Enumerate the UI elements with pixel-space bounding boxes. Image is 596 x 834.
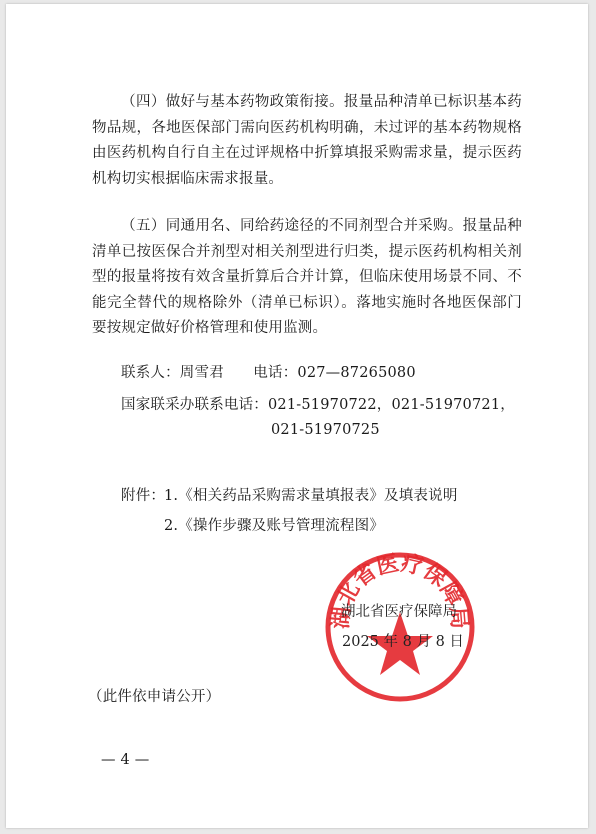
attachment-label: 附件： (121, 488, 166, 504)
paragraph-item-5: （五）同通用名、同给药途径的不同剂型合并采购。报量品种清单已按医保合并剂型对相关剂型进行归类，提示医药机构相关剂型的报量将按有效含量折算后合并计算，但临床使用场景不同、不能完全替代的规格除外（清单已标识）。落地实施时各地医保部门要按规定做好价格管理和使用监测。 (92, 218, 522, 336)
page-number: — 4 — (101, 752, 150, 768)
national-contact-line: 国家联采办联系电话：021-51970722，021-51970721， (121, 397, 515, 413)
document-page (6, 4, 588, 828)
contact-line: 联系人：周雪君 电话：027—87265080 (121, 365, 416, 381)
national-contact-line-2: 021-51970725 (271, 422, 380, 438)
official-seal (323, 550, 477, 704)
signing-authority: 湖北省医疗保障局 (341, 604, 457, 620)
attachment-1: 1.《相关药品采购需求量填报表》及填表说明 (164, 488, 458, 504)
paragraph-item-4: （四）做好与基本药物政策衔接。报量品种清单已标识基本药物品规，各地医保部门需向医药机构明确，未过评的基本药物规格由医药机构自行自主在过评规格中折算填报采购需求量，提示医药机构切实根据临床需求报量。 (92, 94, 522, 187)
public-note: （此件依申请公开） (88, 689, 221, 705)
attachment-2: 2.《操作步骤及账号管理流程图》 (164, 518, 385, 534)
signing-date: 2025 年 8 月 8 日 (342, 634, 464, 650)
seal-text: 湖北省医疗保障局 (327, 550, 473, 630)
